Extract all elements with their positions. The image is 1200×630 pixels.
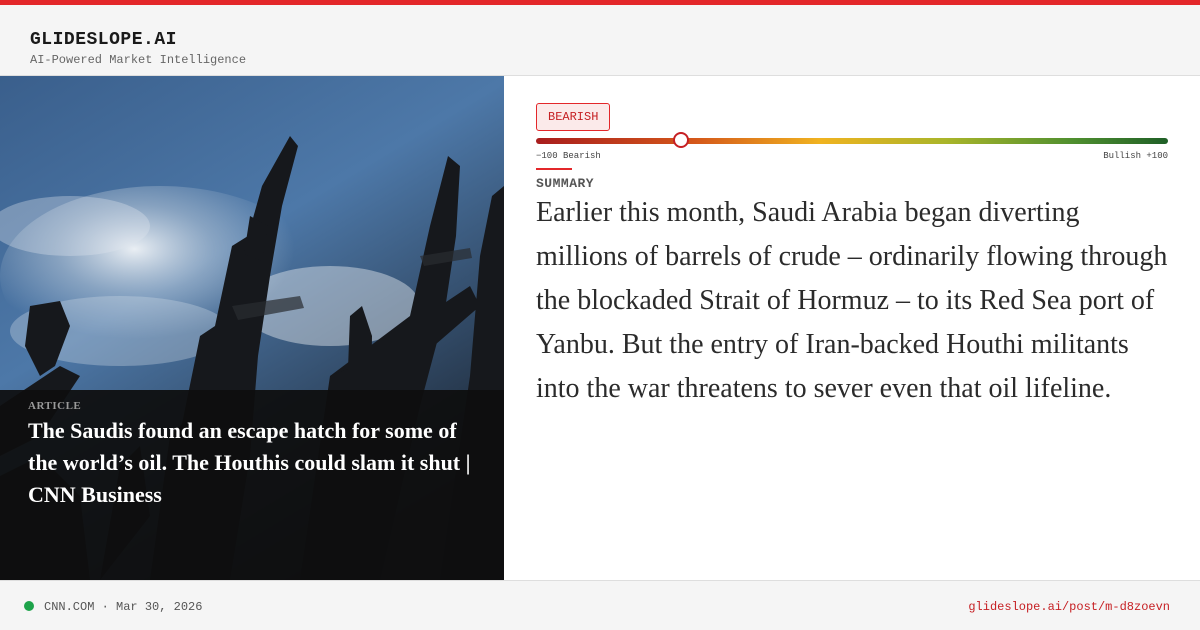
brand-tagline: AI-Powered Market Intelligence [30, 53, 247, 67]
gauge-max-label: Bullish +100 [1103, 151, 1168, 161]
article-headline[interactable]: The Saudis found an escape hatch for some of the world’s oil. The Houthis could slam it shut | CNN Business [28, 418, 471, 507]
hero-image-panel[interactable] [0, 76, 504, 580]
sentiment-gauge [536, 138, 1168, 144]
gauge-min-label: −100 Bearish [536, 151, 601, 161]
sentiment-badge: BEARISH [536, 103, 610, 131]
post-link[interactable]: glideslope.ai/post/m-d8zoevn [968, 600, 1170, 614]
hero-caption [0, 390, 504, 580]
meta-separator: · [101, 600, 109, 614]
source-domain[interactable]: CNN.COM [44, 600, 95, 614]
sentiment-gauge-marker [673, 132, 689, 148]
summary-rule [536, 168, 572, 170]
footer-meta [44, 600, 202, 614]
brand-name[interactable]: GLIDESLOPE.AI [30, 30, 177, 50]
summary-label: SUMMARY [536, 176, 595, 191]
article-tag: ARTICLE [28, 400, 82, 412]
publish-date: Mar 30, 2026 [116, 600, 203, 614]
summary-panel [504, 76, 1200, 580]
footer [0, 580, 1200, 630]
header [0, 5, 1200, 76]
summary-text: Earlier this month, Saudi Arabia began diverting millions of barrels of crude – ordinarily flowing through the blockaded Strait of Hormuz – to its Red Sea port of Yanbu. But the entry of Iran-backed Houthi militants into the war threatens to sever even that oil lifeline. [536, 197, 1168, 404]
status-dot-icon [24, 601, 34, 611]
